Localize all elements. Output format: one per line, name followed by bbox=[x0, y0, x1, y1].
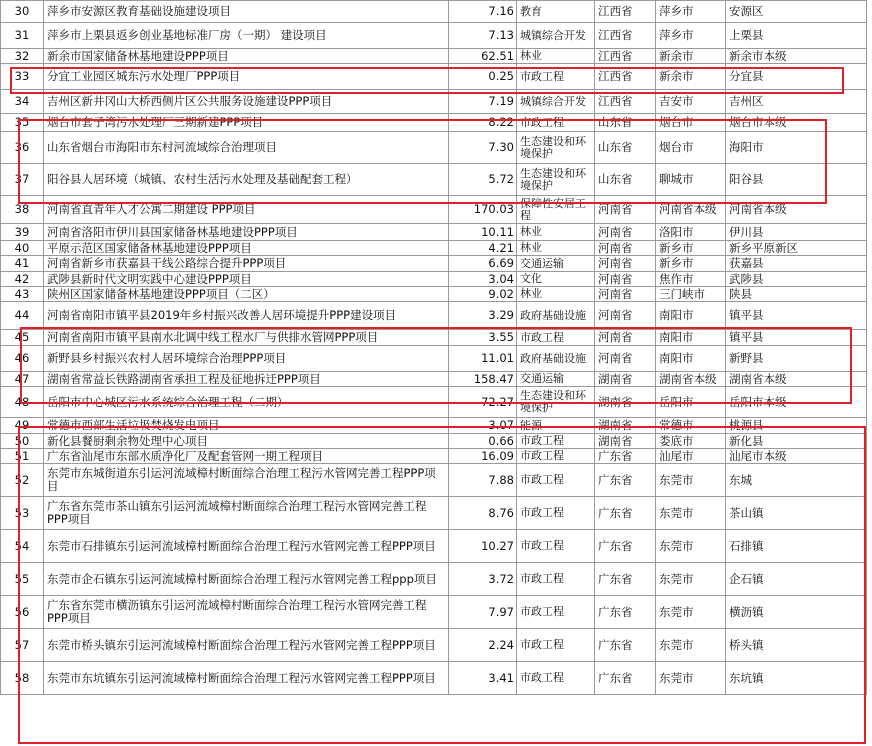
project-name-cell[interactable]: 分宜工业园区城东污水处理厂PPP项目 bbox=[44, 64, 449, 90]
row-number-cell[interactable]: 52 bbox=[1, 464, 44, 497]
row-number-cell[interactable]: 35 bbox=[1, 114, 44, 132]
row-number-cell[interactable]: 51 bbox=[1, 449, 44, 464]
investment-amount-cell[interactable]: 11.01 bbox=[449, 346, 517, 372]
table-row bbox=[1, 563, 867, 596]
investment-amount-cell[interactable]: 7.16 bbox=[449, 1, 517, 23]
table-row bbox=[1, 114, 867, 132]
row-number-cell[interactable]: 56 bbox=[1, 596, 44, 629]
row-number-cell[interactable]: 49 bbox=[1, 418, 44, 434]
table-row bbox=[1, 387, 867, 418]
row-number-cell[interactable]: 48 bbox=[1, 387, 44, 418]
investment-amount-cell[interactable]: 16.09 bbox=[449, 449, 517, 464]
city-cell[interactable]: 焦作市 bbox=[656, 272, 726, 287]
row-number-cell[interactable]: 31 bbox=[1, 23, 44, 49]
project-name-cell[interactable]: 广东省汕尾市东部水质净化厂及配套管网一期工程项目 bbox=[44, 449, 449, 464]
project-name-cell[interactable]: 广东省东莞市茶山镇东引运河流域樟村断面综合治理工程污水管网完善工程PPP项目 bbox=[44, 497, 449, 530]
city-cell[interactable]: 萍乡市 bbox=[656, 23, 726, 49]
city-cell[interactable]: 南阳市 bbox=[656, 346, 726, 372]
table-row bbox=[1, 302, 867, 330]
row-number-cell[interactable]: 44 bbox=[1, 302, 44, 330]
city-cell[interactable]: 汕尾市 bbox=[656, 449, 726, 464]
industry-type-cell[interactable]: 市政工程 bbox=[517, 662, 595, 695]
province-cell[interactable]: 山东省 bbox=[595, 114, 656, 132]
table-row bbox=[1, 330, 867, 346]
investment-amount-cell[interactable]: 62.51 bbox=[449, 49, 517, 64]
district-cell[interactable]: 获嘉县 bbox=[726, 256, 867, 272]
industry-type-cell[interactable]: 市政工程 bbox=[517, 530, 595, 563]
table-row bbox=[1, 49, 867, 64]
province-cell[interactable]: 河南省 bbox=[595, 224, 656, 241]
industry-type-cell[interactable]: 生态建设和环境保护 bbox=[517, 132, 595, 164]
row-number-cell[interactable]: 33 bbox=[1, 64, 44, 90]
province-cell[interactable]: 江西省 bbox=[595, 23, 656, 49]
row-number-cell[interactable]: 53 bbox=[1, 497, 44, 530]
province-cell[interactable]: 广东省 bbox=[595, 464, 656, 497]
table-row bbox=[1, 449, 867, 464]
table-row bbox=[1, 662, 867, 695]
city-cell[interactable]: 湖南省本级 bbox=[656, 372, 726, 387]
industry-type-cell[interactable]: 市政工程 bbox=[517, 464, 595, 497]
district-cell[interactable]: 新野县 bbox=[726, 346, 867, 372]
province-cell[interactable]: 河南省 bbox=[595, 256, 656, 272]
table-row bbox=[1, 132, 867, 164]
province-cell[interactable]: 河南省 bbox=[595, 196, 656, 224]
industry-type-cell[interactable]: 保障性安居工程 bbox=[517, 196, 595, 224]
investment-amount-cell[interactable]: 6.69 bbox=[449, 256, 517, 272]
project-name-cell[interactable]: 武陟县新时代文明实践中心建设PPP项目 bbox=[44, 272, 449, 287]
city-cell[interactable]: 新乡市 bbox=[656, 256, 726, 272]
city-cell[interactable]: 东莞市 bbox=[656, 464, 726, 497]
investment-amount-cell[interactable]: 3.04 bbox=[449, 272, 517, 287]
investment-amount-cell[interactable]: 3.29 bbox=[449, 302, 517, 330]
province-cell[interactable]: 广东省 bbox=[595, 629, 656, 662]
table-row bbox=[1, 272, 867, 287]
row-number-cell[interactable]: 55 bbox=[1, 563, 44, 596]
investment-amount-cell[interactable]: 3.72 bbox=[449, 563, 517, 596]
industry-type-cell[interactable]: 城镇综合开发 bbox=[517, 23, 595, 49]
province-cell[interactable]: 河南省 bbox=[595, 241, 656, 256]
province-cell[interactable]: 江西省 bbox=[595, 1, 656, 23]
row-number-cell[interactable]: 32 bbox=[1, 49, 44, 64]
industry-type-cell[interactable]: 城镇综合开发 bbox=[517, 90, 595, 114]
province-cell[interactable]: 广东省 bbox=[595, 662, 656, 695]
project-name-cell[interactable]: 新野县乡村振兴农村人居环境综合治理PPP项目 bbox=[44, 346, 449, 372]
industry-type-cell[interactable]: 林业 bbox=[517, 241, 595, 256]
district-cell[interactable]: 河南省本级 bbox=[726, 196, 867, 224]
project-name-cell[interactable]: 河南省洛阳市伊川县国家储备林基地建设PPP项目 bbox=[44, 224, 449, 241]
province-cell[interactable]: 湖南省 bbox=[595, 434, 656, 449]
district-cell[interactable]: 东城 bbox=[726, 464, 867, 497]
province-cell[interactable]: 河南省 bbox=[595, 302, 656, 330]
row-number-cell[interactable]: 42 bbox=[1, 272, 44, 287]
table-row bbox=[1, 287, 867, 302]
investment-amount-cell[interactable]: 4.21 bbox=[449, 241, 517, 256]
district-cell[interactable]: 镇平县 bbox=[726, 330, 867, 346]
row-number-cell[interactable]: 47 bbox=[1, 372, 44, 387]
investment-amount-cell[interactable]: 0.25 bbox=[449, 64, 517, 90]
district-cell[interactable]: 伊川县 bbox=[726, 224, 867, 241]
investment-amount-cell[interactable]: 170.03 bbox=[449, 196, 517, 224]
row-number-cell[interactable]: 46 bbox=[1, 346, 44, 372]
row-number-cell[interactable]: 43 bbox=[1, 287, 44, 302]
investment-amount-cell[interactable]: 10.27 bbox=[449, 530, 517, 563]
project-name-cell[interactable]: 东莞市石排镇东引运河流域樟村断面综合治理工程污水管网完善工程PPP项目 bbox=[44, 530, 449, 563]
table-row bbox=[1, 224, 867, 241]
industry-type-cell[interactable]: 林业 bbox=[517, 49, 595, 64]
city-cell[interactable]: 南阳市 bbox=[656, 330, 726, 346]
industry-type-cell[interactable]: 市政工程 bbox=[517, 114, 595, 132]
district-cell[interactable]: 桥头镇 bbox=[726, 629, 867, 662]
district-cell[interactable]: 企石镇 bbox=[726, 563, 867, 596]
industry-type-cell[interactable]: 市政工程 bbox=[517, 330, 595, 346]
project-name-cell[interactable]: 东莞市东坑镇东引运河流域樟村断面综合治理工程污水管网完善工程PPP项目 bbox=[44, 662, 449, 695]
industry-type-cell[interactable]: 市政工程 bbox=[517, 449, 595, 464]
district-cell[interactable]: 镇平县 bbox=[726, 302, 867, 330]
project-name-cell[interactable]: 陕州区国家储备林基地建设PPP项目（二区） bbox=[44, 287, 449, 302]
investment-amount-cell[interactable]: 10.11 bbox=[449, 224, 517, 241]
province-cell[interactable]: 湖南省 bbox=[595, 387, 656, 418]
province-cell[interactable]: 山东省 bbox=[595, 132, 656, 164]
industry-type-cell[interactable]: 政府基础设施 bbox=[517, 302, 595, 330]
district-cell[interactable]: 东坑镇 bbox=[726, 662, 867, 695]
industry-type-cell[interactable]: 市政工程 bbox=[517, 434, 595, 449]
table-row bbox=[1, 596, 867, 629]
investment-amount-cell[interactable]: 7.13 bbox=[449, 23, 517, 49]
investment-amount-cell[interactable]: 7.30 bbox=[449, 132, 517, 164]
investment-amount-cell[interactable]: 158.47 bbox=[449, 372, 517, 387]
province-cell[interactable]: 江西省 bbox=[595, 64, 656, 90]
industry-type-cell[interactable]: 政府基础设施 bbox=[517, 346, 595, 372]
project-name-cell[interactable]: 阳谷县人居环境（城镇、农村生活污水处理及基础配套工程） bbox=[44, 164, 449, 196]
province-cell[interactable]: 河南省 bbox=[595, 272, 656, 287]
project-name-cell[interactable]: 常德市西部生活垃圾焚烧发电项目 bbox=[44, 418, 449, 434]
row-number-cell[interactable]: 41 bbox=[1, 256, 44, 272]
row-number-cell[interactable]: 38 bbox=[1, 196, 44, 224]
province-cell[interactable]: 广东省 bbox=[595, 497, 656, 530]
industry-type-cell[interactable]: 能源 bbox=[517, 418, 595, 434]
project-name-cell[interactable]: 烟台市套子湾污水处理厂三期新建PPP项目 bbox=[44, 114, 449, 132]
district-cell[interactable]: 吉州区 bbox=[726, 90, 867, 114]
table-row bbox=[1, 629, 867, 662]
row-number-cell[interactable]: 30 bbox=[1, 1, 44, 23]
district-cell[interactable]: 海阳市 bbox=[726, 132, 867, 164]
industry-type-cell[interactable]: 生态建设和环境保护 bbox=[517, 164, 595, 196]
row-number-cell[interactable]: 57 bbox=[1, 629, 44, 662]
province-cell[interactable]: 山东省 bbox=[595, 164, 656, 196]
industry-type-cell[interactable]: 交通运输 bbox=[517, 256, 595, 272]
district-cell[interactable]: 横沥镇 bbox=[726, 596, 867, 629]
city-cell[interactable]: 东莞市 bbox=[656, 563, 726, 596]
province-cell[interactable]: 广东省 bbox=[595, 563, 656, 596]
district-cell[interactable]: 新乡平原新区 bbox=[726, 241, 867, 256]
city-cell[interactable]: 东莞市 bbox=[656, 497, 726, 530]
table-row bbox=[1, 164, 867, 196]
table-row bbox=[1, 241, 867, 256]
project-name-cell[interactable]: 新化县餐厨剩余物处理中心项目 bbox=[44, 434, 449, 449]
city-cell[interactable]: 新余市 bbox=[656, 64, 726, 90]
district-cell[interactable]: 湖南省本级 bbox=[726, 372, 867, 387]
project-name-cell[interactable]: 东莞市桥头镇东引运河流域樟村断面综合治理工程污水管网完善工程PPP项目 bbox=[44, 629, 449, 662]
industry-type-cell[interactable]: 生态建设和环境保护 bbox=[517, 387, 595, 418]
project-name-cell[interactable]: 东莞市东城街道东引运河流域樟村断面综合治理工程污水管网完善工程PPP项目 bbox=[44, 464, 449, 497]
table-row bbox=[1, 1, 867, 23]
row-number-cell[interactable]: 34 bbox=[1, 90, 44, 114]
project-name-cell[interactable]: 广东省东莞市横沥镇东引运河流域樟村断面综合治理工程污水管网完善工程PPP项目 bbox=[44, 596, 449, 629]
city-cell[interactable]: 吉安市 bbox=[656, 90, 726, 114]
industry-type-cell[interactable]: 市政工程 bbox=[517, 497, 595, 530]
row-number-cell[interactable]: 39 bbox=[1, 224, 44, 241]
investment-amount-cell[interactable]: 72.27 bbox=[449, 387, 517, 418]
table-row bbox=[1, 434, 867, 449]
city-cell[interactable]: 南阳市 bbox=[656, 302, 726, 330]
investment-amount-cell[interactable]: 8.76 bbox=[449, 497, 517, 530]
city-cell[interactable]: 河南省本级 bbox=[656, 196, 726, 224]
industry-type-cell[interactable]: 林业 bbox=[517, 287, 595, 302]
city-cell[interactable]: 洛阳市 bbox=[656, 224, 726, 241]
project-name-cell[interactable]: 湖南省常益长铁路湖南省承担工程及征地拆迁PPP项目 bbox=[44, 372, 449, 387]
project-name-cell[interactable]: 河南省新乡市获嘉县干线公路综合提升PPP项目 bbox=[44, 256, 449, 272]
city-cell[interactable]: 东莞市 bbox=[656, 596, 726, 629]
table-row bbox=[1, 196, 867, 224]
table-row bbox=[1, 497, 867, 530]
row-number-cell[interactable]: 58 bbox=[1, 662, 44, 695]
investment-amount-cell[interactable]: 7.88 bbox=[449, 464, 517, 497]
district-cell[interactable]: 桃源县 bbox=[726, 418, 867, 434]
investment-amount-cell[interactable]: 7.97 bbox=[449, 596, 517, 629]
province-cell[interactable]: 湖南省 bbox=[595, 372, 656, 387]
province-cell[interactable]: 河南省 bbox=[595, 287, 656, 302]
city-cell[interactable]: 三门峡市 bbox=[656, 287, 726, 302]
table-row bbox=[1, 23, 867, 49]
investment-amount-cell[interactable]: 8.22 bbox=[449, 114, 517, 132]
table-row bbox=[1, 346, 867, 372]
project-name-cell[interactable]: 河南省南阳市镇平县2019年乡村振兴改善人居环境提升PPP建设项目 bbox=[44, 302, 449, 330]
project-name-cell[interactable]: 新余市国家储备林基地建设PPP项目 bbox=[44, 49, 449, 64]
project-name-cell[interactable]: 岳阳市中心城区污水系统综合治理工程（二期） bbox=[44, 387, 449, 418]
table-row bbox=[1, 464, 867, 497]
table-row bbox=[1, 372, 867, 387]
table-row bbox=[1, 530, 867, 563]
district-cell[interactable]: 分宜县 bbox=[726, 64, 867, 90]
province-cell[interactable]: 江西省 bbox=[595, 90, 656, 114]
row-number-cell[interactable]: 45 bbox=[1, 330, 44, 346]
district-cell[interactable]: 上栗县 bbox=[726, 23, 867, 49]
district-cell[interactable]: 新余市本级 bbox=[726, 49, 867, 64]
investment-amount-cell[interactable]: 3.07 bbox=[449, 418, 517, 434]
project-name-cell[interactable]: 萍乡市安源区教育基础设施建设项目 bbox=[44, 1, 449, 23]
city-cell[interactable]: 萍乡市 bbox=[656, 1, 726, 23]
industry-type-cell[interactable]: 林业 bbox=[517, 224, 595, 241]
industry-type-cell[interactable]: 市政工程 bbox=[517, 64, 595, 90]
project-name-cell[interactable]: 河南省南阳市镇平县南水北调中线工程水厂与供排水管网PPP项目 bbox=[44, 330, 449, 346]
table-row bbox=[1, 90, 867, 114]
city-cell[interactable]: 东莞市 bbox=[656, 662, 726, 695]
city-cell[interactable]: 聊城市 bbox=[656, 164, 726, 196]
city-cell[interactable]: 烟台市 bbox=[656, 114, 726, 132]
project-name-cell[interactable]: 东莞市企石镇东引运河流域樟村断面综合治理工程污水管网完善工程ppp项目 bbox=[44, 563, 449, 596]
city-cell[interactable]: 东莞市 bbox=[656, 629, 726, 662]
industry-type-cell[interactable]: 市政工程 bbox=[517, 563, 595, 596]
province-cell[interactable]: 河南省 bbox=[595, 346, 656, 372]
row-number-cell[interactable]: 36 bbox=[1, 132, 44, 164]
industry-type-cell[interactable]: 交通运输 bbox=[517, 372, 595, 387]
district-cell[interactable]: 陕县 bbox=[726, 287, 867, 302]
district-cell[interactable]: 汕尾市本级 bbox=[726, 449, 867, 464]
investment-amount-cell[interactable]: 7.19 bbox=[449, 90, 517, 114]
district-cell[interactable]: 安源区 bbox=[726, 1, 867, 23]
province-cell[interactable]: 湖南省 bbox=[595, 418, 656, 434]
row-number-cell[interactable]: 37 bbox=[1, 164, 44, 196]
city-cell[interactable]: 常德市 bbox=[656, 418, 726, 434]
investment-amount-cell[interactable]: 2.24 bbox=[449, 629, 517, 662]
project-name-cell[interactable]: 山东省烟台市海阳市东村河流域综合治理项目 bbox=[44, 132, 449, 164]
project-name-cell[interactable]: 平原示范区国家储备林基地建设PPP项目 bbox=[44, 241, 449, 256]
city-cell[interactable]: 娄底市 bbox=[656, 434, 726, 449]
table-row bbox=[1, 64, 867, 90]
province-cell[interactable]: 江西省 bbox=[595, 49, 656, 64]
investment-amount-cell[interactable]: 0.66 bbox=[449, 434, 517, 449]
industry-type-cell[interactable]: 文化 bbox=[517, 272, 595, 287]
province-cell[interactable]: 广东省 bbox=[595, 596, 656, 629]
table-row bbox=[1, 256, 867, 272]
industry-type-cell[interactable]: 市政工程 bbox=[517, 629, 595, 662]
industry-type-cell[interactable]: 市政工程 bbox=[517, 596, 595, 629]
city-cell[interactable]: 烟台市 bbox=[656, 132, 726, 164]
project-name-cell[interactable]: 萍乡市上栗县返乡创业基地标准厂房（一期） 建设项目 bbox=[44, 23, 449, 49]
province-cell[interactable]: 广东省 bbox=[595, 449, 656, 464]
district-cell[interactable]: 新化县 bbox=[726, 434, 867, 449]
project-name-cell[interactable]: 吉州区新井冈山大桥西侧片区公共服务设施建设PPP项目 bbox=[44, 90, 449, 114]
district-cell[interactable]: 烟台市本级 bbox=[726, 114, 867, 132]
row-number-cell[interactable]: 50 bbox=[1, 434, 44, 449]
district-cell[interactable]: 岳阳市本级 bbox=[726, 387, 867, 418]
city-cell[interactable]: 岳阳市 bbox=[656, 387, 726, 418]
investment-amount-cell[interactable]: 3.55 bbox=[449, 330, 517, 346]
district-cell[interactable]: 武陟县 bbox=[726, 272, 867, 287]
city-cell[interactable]: 新余市 bbox=[656, 49, 726, 64]
industry-type-cell[interactable]: 教育 bbox=[517, 1, 595, 23]
city-cell[interactable]: 东莞市 bbox=[656, 530, 726, 563]
district-cell[interactable]: 阳谷县 bbox=[726, 164, 867, 196]
district-cell[interactable]: 茶山镇 bbox=[726, 497, 867, 530]
investment-amount-cell[interactable]: 3.41 bbox=[449, 662, 517, 695]
project-name-cell[interactable]: 河南省直青年人才公寓二期建设 PPP项目 bbox=[44, 196, 449, 224]
investment-amount-cell[interactable]: 9.02 bbox=[449, 287, 517, 302]
province-cell[interactable]: 河南省 bbox=[595, 330, 656, 346]
table-row bbox=[1, 418, 867, 434]
district-cell[interactable]: 石排镇 bbox=[726, 530, 867, 563]
province-cell[interactable]: 广东省 bbox=[595, 530, 656, 563]
investment-amount-cell[interactable]: 5.72 bbox=[449, 164, 517, 196]
city-cell[interactable]: 新乡市 bbox=[656, 241, 726, 256]
row-number-cell[interactable]: 54 bbox=[1, 530, 44, 563]
row-number-cell[interactable]: 40 bbox=[1, 241, 44, 256]
